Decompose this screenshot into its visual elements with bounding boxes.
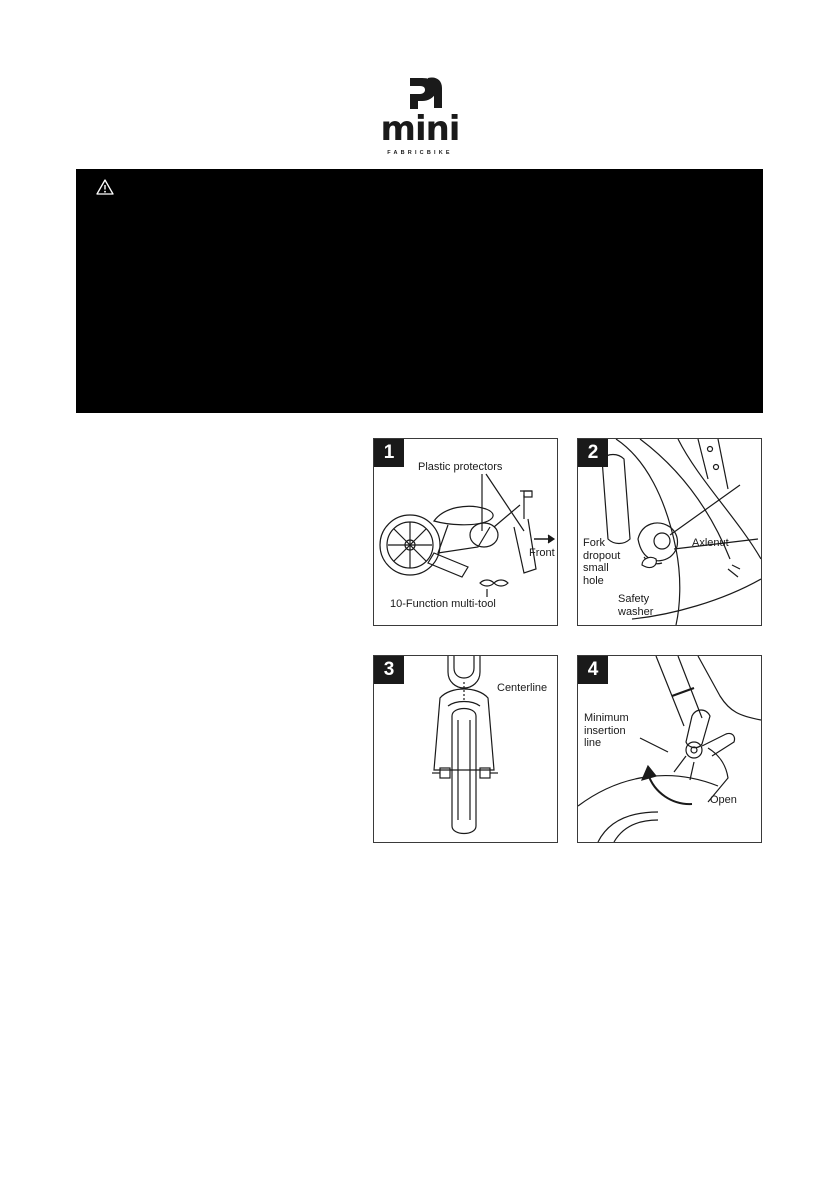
brand-subtitle: FABRICBIKE [387,150,453,156]
step-panel-4 [577,655,762,843]
step-number-1: 1 [374,439,404,467]
label-min-line-2: insertion [584,724,626,737]
step-panel-2 [577,438,762,626]
step-panel-3 [373,655,558,843]
label-safety-washer [618,593,653,618]
label-centerline: Centerline [497,682,548,694]
step-number-4: 4 [578,656,608,684]
brand-name: mini [380,109,460,149]
label-front: Front [529,547,555,559]
label-fork-line-1: Fork [583,537,605,549]
label-min-line-1: Minimum [584,712,629,724]
step-number-2: 2 [578,439,608,467]
label-fork-dropout [583,537,620,587]
step-panel-1 [373,438,558,626]
label-multi-tool: 10-Function multi-tool [390,598,496,610]
label-min-line-3: line [584,737,602,749]
label-open: Open [710,794,737,806]
brand-logo [360,72,480,160]
label-minimum-insertion [584,712,629,750]
label-fork-line-4: hole [583,574,604,587]
warning-triangle-icon [96,179,114,195]
step-number-3: 3 [374,656,404,684]
label-safety-line-1: Safety [618,593,650,605]
label-axlenut: Axlenut [692,537,729,549]
label-safety-line-2: washer [618,605,654,618]
label-fork-line-2: dropout [583,549,621,562]
logo-mark-icon [360,72,480,112]
warning-banner [76,169,763,413]
label-plastic-protectors: Plastic protectors [418,461,503,473]
label-fork-line-3: small [583,562,609,574]
